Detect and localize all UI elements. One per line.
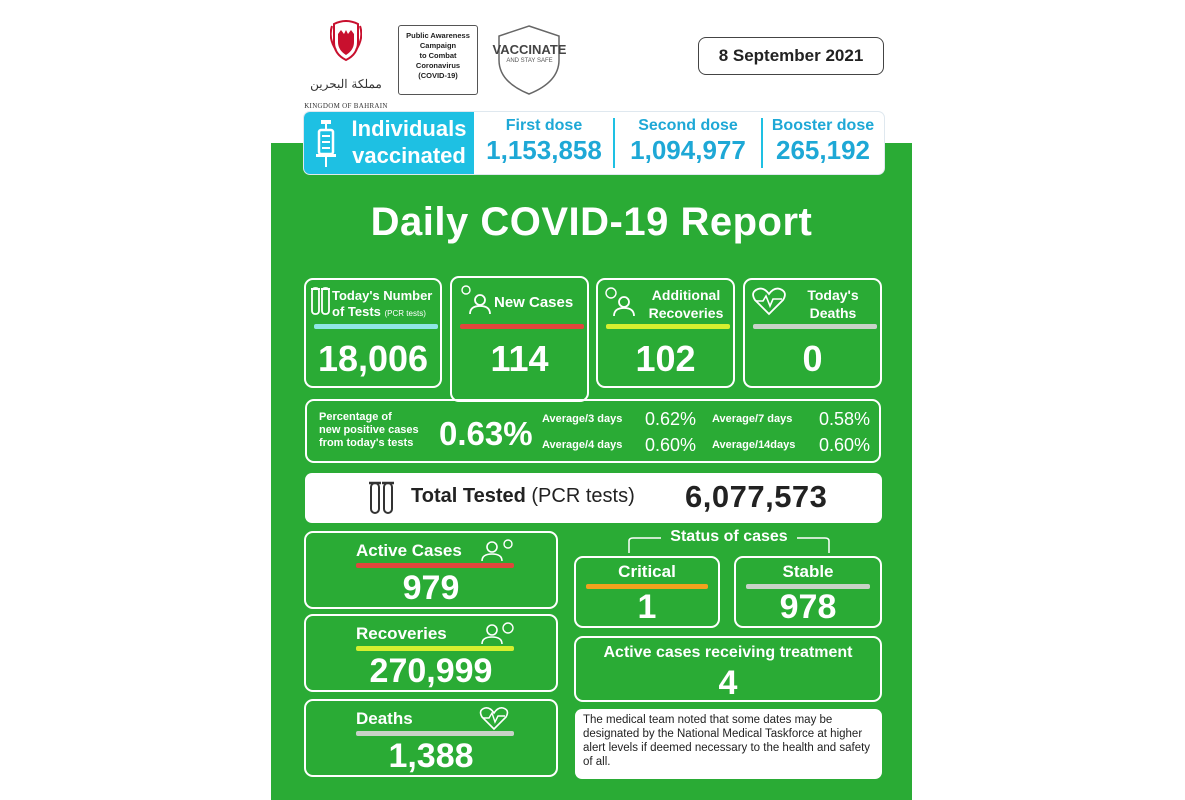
accent-line [753,324,877,329]
vaccinate-title: VACCINATE [492,42,567,57]
report-title: Daily COVID-19 Report [370,200,813,244]
positivity-card [305,399,881,463]
heart-pulse-icon [478,705,510,731]
accent-line [460,324,584,329]
person-virus-icon [478,537,518,563]
total-tested-bar [305,473,882,523]
positivity-desc-3: from today's tests [319,437,414,449]
divider [761,118,763,168]
tests-label-2: of Tests [332,304,381,319]
vaccination-bar [304,112,884,174]
accent-line [314,324,438,329]
report-date: 8 September 2021 [698,37,884,75]
avg3-value: 0.62% [645,409,697,429]
critical-card [574,556,720,628]
total-tested-title: Total Tested [411,485,526,507]
positivity-desc-1: Percentage of [319,411,392,423]
person-recovery-icon [478,620,518,646]
vaccinate-subtitle: AND STAY SAFE [506,58,553,64]
new-cases-label: New Cases [494,294,574,311]
total-recoveries-card [304,614,558,692]
campaign-logo [398,25,478,95]
avg7-value: 0.58% [819,409,871,429]
accent-line [356,731,514,736]
campaign-line: to Combat [419,51,457,60]
avg4-value: 0.60% [645,435,697,455]
positivity-description [319,411,439,450]
emblem-english-text: KINGDOM OF BAHRAIN [304,102,388,110]
active-cases-value: 979 [402,569,460,607]
new-cases-card [450,276,589,402]
recoveries-label-2: Recoveries [648,305,724,321]
avg7-label: Average/7 days [712,413,793,425]
stable-card [734,556,882,628]
stable-label: Stable [782,562,834,581]
accent-line [356,563,514,568]
total-tested-value: 6,077,573 [685,479,828,514]
positivity-value: 0.63% [439,415,533,452]
recoveries-today-value: 102 [635,338,696,379]
bahrain-emblem [300,20,392,110]
test-tubes-icon [369,480,395,516]
booster-dose [765,112,881,174]
total-deaths-value: 1,388 [388,737,474,775]
total-tested-note: (PCR tests) [531,485,635,507]
treatment-value: 4 [718,664,738,702]
treatment-card [574,636,882,702]
person-virus-icon [458,282,492,316]
positivity-desc-2: new positive cases [319,424,419,436]
accent-line [606,324,730,329]
first-dose-value: 1,153,858 [486,135,602,165]
campaign-line: Public Awareness [406,31,470,40]
first-dose-label: First dose [505,117,583,134]
deaths-today-value: 0 [802,338,823,379]
deaths-today-label-1: Today's [807,287,859,303]
booster-dose-value: 265,192 [776,135,870,165]
new-cases-value: 114 [490,338,549,379]
second-dose-label: Second dose [638,117,738,134]
tests-label-note: (PCR tests) [384,309,426,318]
vaccinated-label-block [304,112,474,174]
avg14-value: 0.60% [819,435,871,455]
avg4-label: Average/4 days [542,439,623,451]
medical-note: The medical team noted that some dates may be designated by the National Medical Taskforce at higher alert levels if deemed necessary to the health and safety of all. [575,709,882,779]
test-tubes-icon [310,286,332,318]
avg14-label: Average/14days [712,439,796,451]
critical-value: 1 [637,588,657,626]
deaths-today-label-2: Deaths [809,305,857,321]
second-dose [617,112,759,174]
stable-value: 978 [779,588,837,626]
tests-value: 18,006 [317,338,429,379]
vaccinated-title-2: vaccinated [352,143,466,168]
heart-pulse-icon [751,286,787,316]
avg3-label: Average/3 days [542,413,623,425]
accent-line [356,646,514,651]
crest-icon [330,20,362,62]
total-recoveries-value: 270,999 [369,652,493,690]
syringe-icon [312,118,340,168]
critical-label: Critical [618,562,676,581]
total-deaths-card [304,699,558,777]
emblem-arabic-text: مملكة البحرين [310,77,382,91]
recoveries-today-card [596,278,735,388]
treatment-label: Active cases receiving treatment [603,644,853,661]
first-dose [478,112,610,174]
recoveries-label-1: Additional [651,287,721,303]
status-title: Status of cases [670,528,788,545]
vaccinate-logo [492,24,567,96]
total-recoveries-label: Recoveries [356,624,447,643]
tests-label-1: Today's Number [332,288,433,303]
second-dose-value: 1,094,977 [630,135,746,165]
campaign-line: Coronavirus [415,61,461,70]
deaths-today-card [743,278,882,388]
divider [613,118,615,168]
tests-label [332,304,426,322]
active-cases-card [304,531,558,609]
vaccinated-title-1: Individuals [351,116,467,141]
total-tested-label [411,485,635,508]
booster-dose-label: Booster dose [771,117,875,134]
total-deaths-label: Deaths [356,709,413,728]
person-recovery-icon [602,284,636,318]
campaign-line: Campaign [419,41,457,50]
active-cases-label: Active Cases [356,541,462,560]
today-tests-card [304,278,442,388]
campaign-line: (COVID-19) [418,71,458,80]
